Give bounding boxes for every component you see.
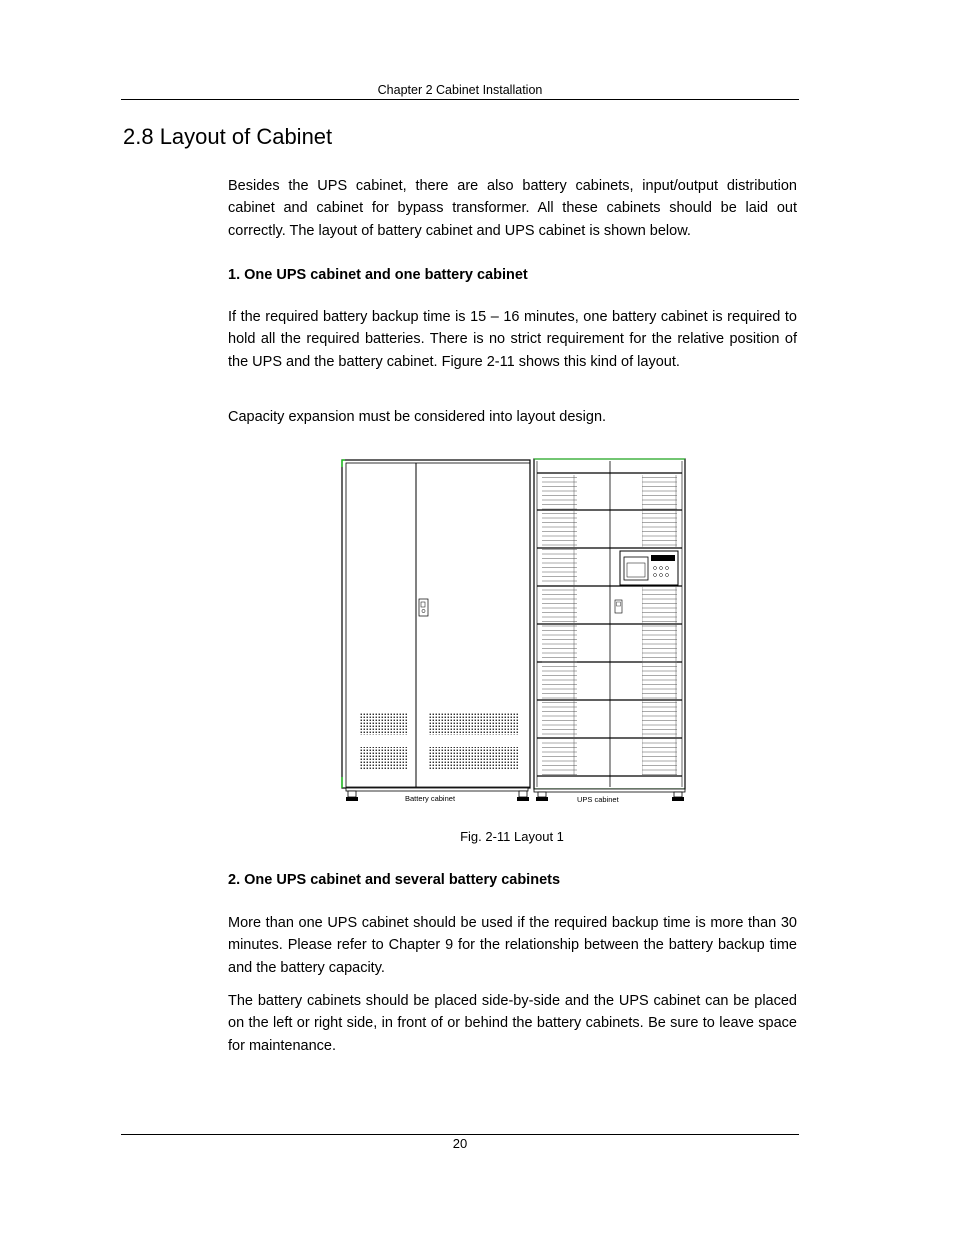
section-title: 2.8 Layout of Cabinet	[123, 124, 333, 149]
intro-paragraph: Besides the UPS cabinet, there are also battery cabinets, input/output distribution cabinet and cabinet for bypass transformer. All these cabinets should be laid out correctly. The layout of battery cabinet and UPS cabinet is shown below.	[228, 178, 797, 239]
page-number: 20	[452, 1136, 468, 1151]
figure-caption: Fig. 2-11 Layout 1	[460, 829, 564, 844]
ups-cabinet-label: UPS cabinet	[577, 795, 619, 804]
subsection-2-paragraph-1: More than one UPS cabinet should be used if the required backup time is more than 30 minutes. Please refer to Chapter 9 for the relationship between the battery backup time and the battery capacity.	[228, 915, 797, 976]
subsection-1-heading: 1. One UPS cabinet and one battery cabinet	[228, 267, 528, 283]
battery-cabinet-drawing	[342, 460, 530, 803]
subsection-2-heading: 2. One UPS cabinet and several battery cabinets	[228, 872, 561, 888]
footer-rule	[121, 1134, 799, 1135]
running-header: Chapter 2 Cabinet Installation	[377, 83, 543, 97]
ups-cabinet-drawing	[534, 459, 685, 804]
subsection-1-paragraph-1: If the required battery backup time is 15 – 16 minutes, one battery cabinet is required to hold all the required batteries. There is no strict requirement for the relative position of the UPS and the battery cabinet. Figure 2-11 shows this kind of layout.	[228, 309, 797, 370]
battery-cabinet-label: Battery cabinet	[405, 794, 456, 803]
layout-figure	[336, 455, 692, 810]
subsection-1-paragraph-2: Capacity expansion must be considered into layout design.	[228, 409, 607, 425]
header-rule	[121, 99, 799, 100]
subsection-2-paragraph-2: The battery cabinets should be placed side-by-side and the UPS cabinet can be placed on the left or right side, in front of or behind the battery cabinets. Be sure to leave space for maintenance.	[228, 993, 797, 1054]
